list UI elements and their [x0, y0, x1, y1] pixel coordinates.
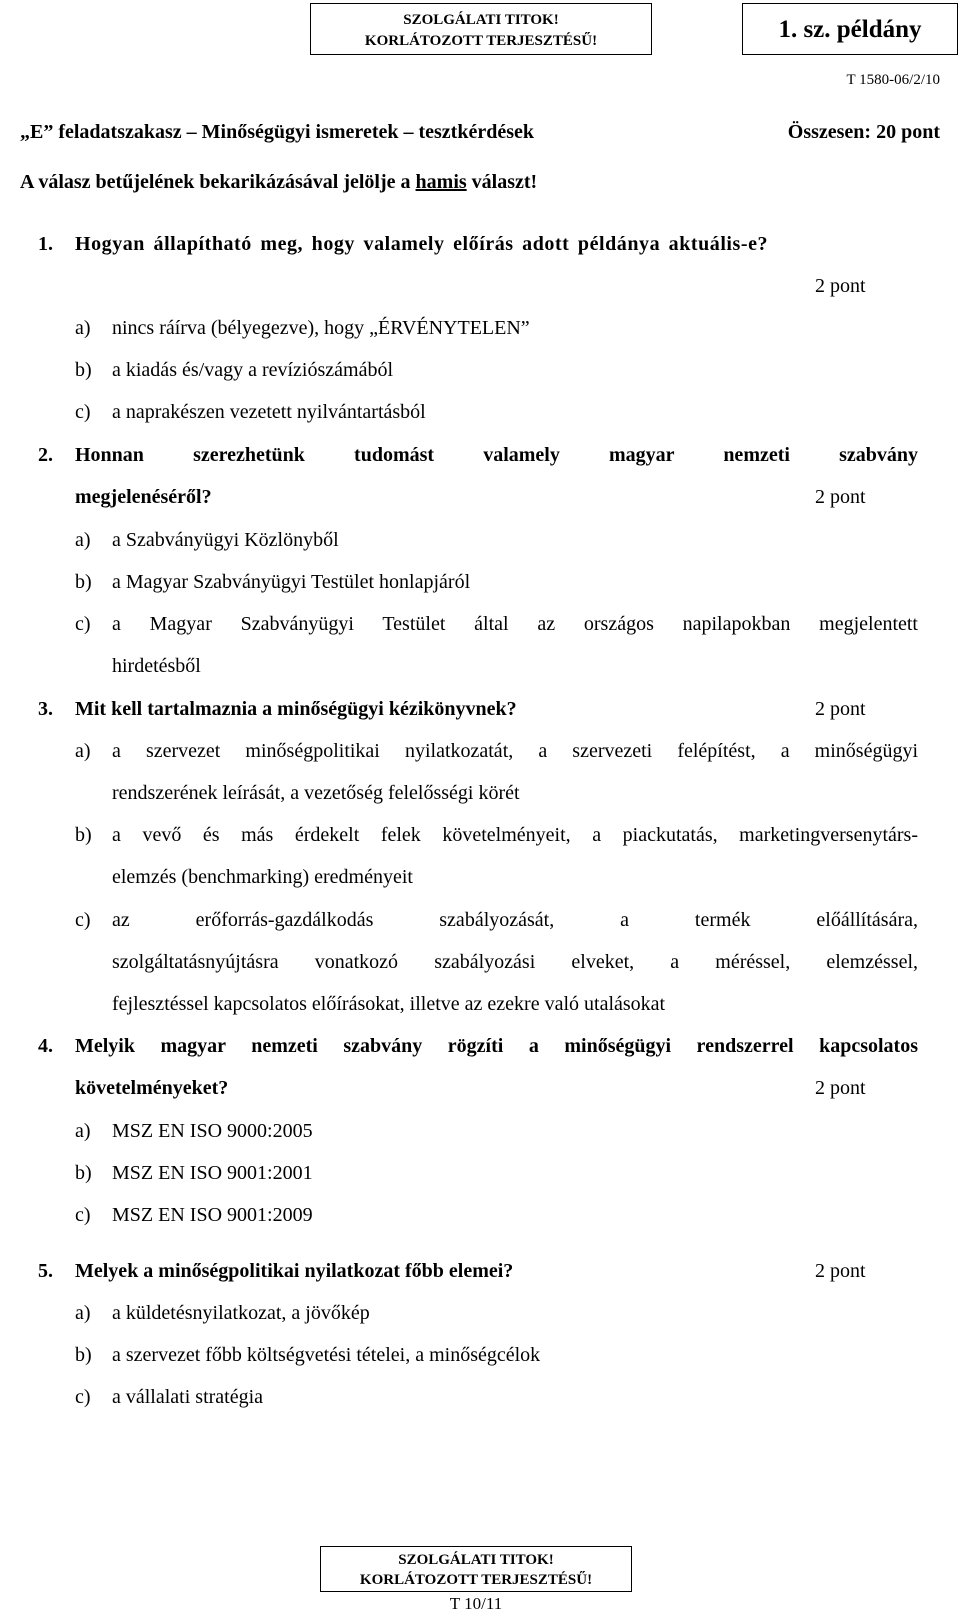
question-4-text-line1: Melyik magyar nemzeti szabvány rögzíti a minőségügyi rendszerrel kapcsolatos: [75, 1035, 918, 1057]
classification-box: [310, 3, 652, 55]
question-2-option-c: [75, 613, 112, 636]
option-letter: a): [75, 1120, 91, 1142]
footer-classification-line1: SZOLGÁLATI TITOK!: [398, 1552, 554, 1568]
question-3-number: 3.: [38, 698, 53, 720]
option-text: a kiadás és/vagy a revíziószámából: [112, 359, 393, 381]
question-2-option-c-line2: hirdetésből: [112, 655, 201, 677]
question-4-option-c: [75, 1204, 313, 1227]
question-3-option-c-line2: szolgáltatásnyújtásra vonatkozó szabályozási elveket, a méréssel, elemzéssel,: [112, 951, 918, 973]
option-text: a Magyar Szabványügyi Testület honlapjáról: [112, 571, 471, 593]
question-3-option-b: [75, 824, 112, 847]
option-text: MSZ EN ISO 9001:2001: [112, 1162, 313, 1184]
question-2-option-c-line1: a Magyar Szabványügyi Testület által az országos napilapokban megjelentett: [112, 613, 918, 635]
question-3-option-a: [75, 740, 112, 763]
question-3-option-a-line2: rendszerének leírását, a vezetőség felelősségi körét: [112, 782, 520, 804]
question-2-text-line2: megjelenéséről?: [75, 486, 212, 508]
option-letter: b): [75, 1162, 92, 1184]
option-text: MSZ EN ISO 9000:2005: [112, 1120, 313, 1142]
question-1-number: 1.: [38, 233, 53, 255]
option-letter: a): [75, 317, 91, 339]
option-letter: b): [75, 1344, 92, 1366]
question-1-text: Hogyan állapítható meg, hogy valamely előírás adott példánya aktuális-e?: [75, 233, 769, 255]
option-text: a vállalati stratégia: [112, 1386, 264, 1408]
option-letter: b): [75, 359, 92, 381]
copy-number-box: 1. sz. példány: [742, 3, 958, 55]
instruction: [20, 171, 537, 194]
question-3-option-b-line2: elemzés (benchmarking) eredményeit: [112, 866, 413, 888]
question-2-number: 2.: [38, 444, 53, 466]
question-2-option-a: [75, 529, 339, 552]
option-text: MSZ EN ISO 9001:2009: [112, 1204, 313, 1226]
question-2-points: 2 pont: [815, 486, 866, 508]
question-5-option-c: [75, 1386, 263, 1409]
option-text: a Szabványügyi Közlönyből: [112, 529, 339, 551]
question-5-option-b: [75, 1344, 540, 1367]
page-number: T 10/11: [449, 1594, 503, 1613]
option-letter: a): [75, 740, 91, 762]
option-letter: c): [75, 1204, 91, 1226]
instruction-emphasis: hamis: [415, 171, 467, 193]
question-1-points: 2 pont: [815, 275, 866, 297]
question-3-option-c-line3: fejlesztéssel kapcsolatos előírásokat, illetve az ezekre való utalásokat: [112, 993, 666, 1015]
question-5-points: 2 pont: [815, 1260, 866, 1282]
option-letter: a): [75, 529, 91, 551]
option-text: a küldetésnyilatkozat, a jövőkép: [112, 1302, 370, 1324]
question-1-option-b: [75, 359, 393, 382]
question-3-option-c-line1: az erőforrás-gazdálkodás szabályozását, a termék előállítására,: [112, 909, 918, 931]
question-3-text: Mit kell tartalmaznia a minőségügyi kézikönyvnek?: [75, 698, 517, 720]
question-4-text-line2: követelményeket?: [75, 1077, 229, 1099]
option-text: nincs ráírva (bélyegezve), hogy „ÉRVÉNYTELEN”: [112, 317, 530, 339]
section-total-points: Összesen: 20 pont: [787, 121, 940, 143]
question-5-option-a: [75, 1302, 370, 1325]
question-4-option-a: [75, 1120, 313, 1143]
question-2-option-b: [75, 571, 470, 594]
question-3-option-b-line1: a vevő és más érdekelt felek követelményeit, a piackutatás, marketingversenytárs-: [112, 824, 918, 846]
instruction-post: választ!: [466, 171, 538, 193]
question-2-text-line1: Honnan szerezhetünk tudomást valamely magyar nemzeti szabvány: [75, 444, 918, 466]
question-5-number: 5.: [38, 1260, 53, 1282]
question-3-points: 2 pont: [815, 698, 866, 720]
option-text: a szervezet főbb költségvetési tételei, a minőségcélok: [112, 1344, 541, 1366]
section-title: „E” feladatszakasz – Minőségügyi ismeretek – tesztkérdések: [20, 121, 535, 143]
classification-line2: KORLÁTOZOTT TERJESZTÉSŰ!: [364, 33, 598, 49]
question-3-option-a-line1: a szervezet minőségpolitikai nyilatkozatát, a szervezeti felépítést, a minőségügyi: [112, 740, 918, 762]
option-letter: a): [75, 1302, 91, 1324]
option-letter: b): [75, 571, 92, 593]
question-1-option-a: [75, 317, 530, 340]
question-3-option-c: [75, 909, 112, 932]
question-1-option-c: [75, 401, 426, 424]
classification-line1: SZOLGÁLATI TITOK!: [403, 12, 559, 28]
option-letter: b): [75, 824, 92, 846]
option-letter: c): [75, 401, 91, 423]
question-4-points: 2 pont: [815, 1077, 866, 1099]
document-id: T 1580-06/2/10: [846, 72, 940, 88]
question-5-text: Melyek a minőségpolitikai nyilatkozat főbb elemei?: [75, 1260, 514, 1282]
footer-classification-box: [320, 1546, 632, 1592]
option-text: a naprakészen vezetett nyilvántartásból: [112, 401, 426, 423]
instruction-pre: A válasz betűjelének bekarikázásával jelölje a: [20, 171, 416, 193]
option-letter: c): [75, 1386, 91, 1408]
question-4-number: 4.: [38, 1035, 53, 1057]
question-4-option-b: [75, 1162, 313, 1185]
footer-classification-line2: KORLÁTOZOTT TERJESZTÉSŰ!: [359, 1572, 593, 1588]
option-letter: c): [75, 613, 91, 635]
option-letter: c): [75, 909, 91, 931]
